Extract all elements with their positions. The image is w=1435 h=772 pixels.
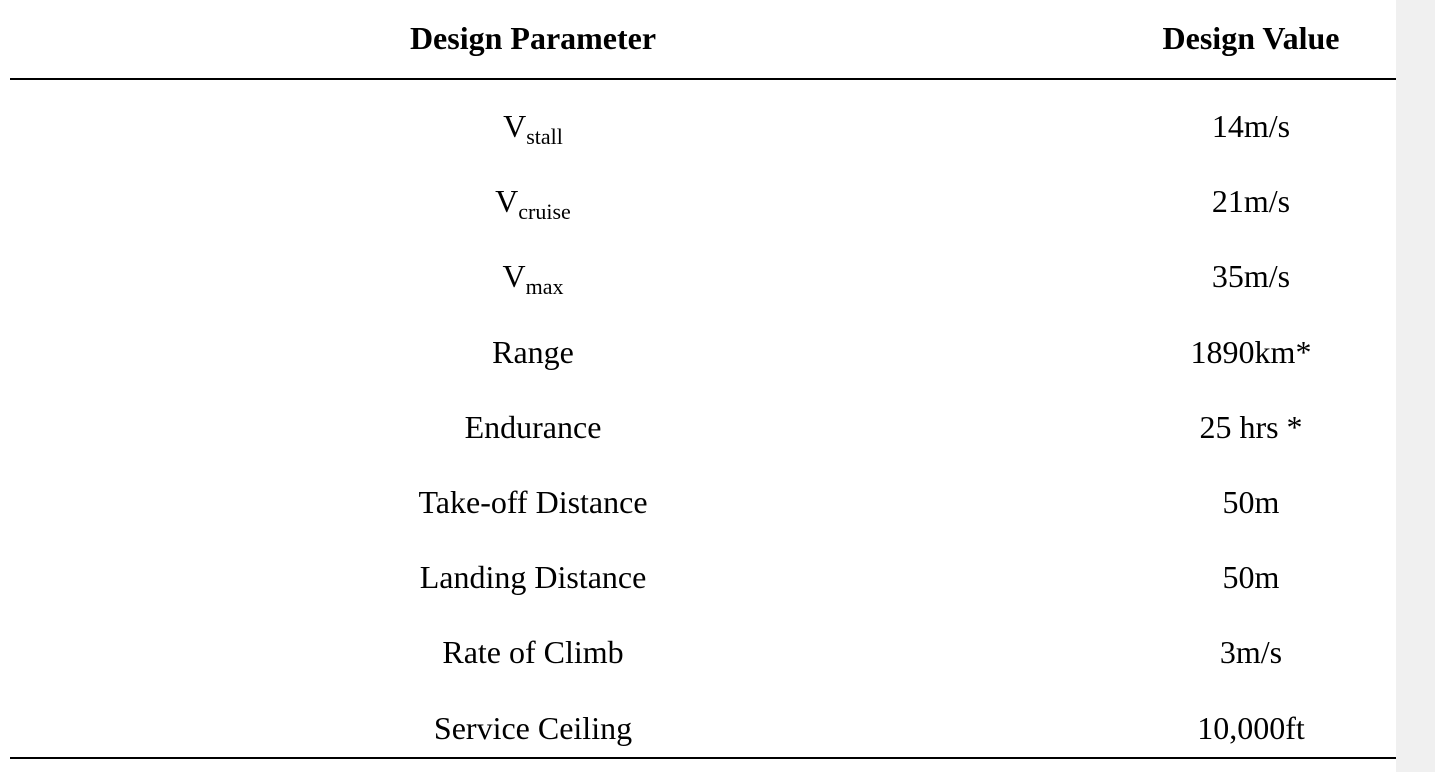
table-body [10,92,1396,769]
parameter-cell: Service Ceiling [433,709,633,746]
parameter-cell: Landing Distance [419,559,647,596]
value-cell: 10,000ft [1197,709,1305,746]
header-design-value: Design Value [1162,20,1340,56]
table-row [10,393,1396,468]
parameter-symbol: V [503,108,527,144]
table-row [10,92,1396,167]
table-row [10,468,1396,543]
value-cell: 1890km* [1190,333,1312,370]
table-row [10,318,1396,393]
design-parameters-table [10,0,1396,772]
parameter-cell [10,181,1056,225]
table-row [10,618,1396,693]
header-design-parameter: Design Parameter [409,20,657,56]
parameter-symbol: V [502,258,526,295]
parameter-symbol: V [495,183,519,220]
table-bottom-rule [10,757,1396,759]
value-cell: 25 hrs * [1199,408,1303,445]
parameter-cell: Take-off Distance [418,483,648,520]
parameter-subscript: stall [526,124,563,149]
table-row [10,543,1396,618]
parameter-cell [10,106,1056,149]
parameter-cell: Range [492,333,574,370]
value-cell: 50m [1222,559,1280,596]
parameter-cell: Endurance [464,408,602,445]
value-cell: 3m/s [1219,634,1283,671]
value-cell: 14m/s [1211,108,1291,144]
parameter-subscript: cruise [518,199,571,225]
value-cell: 21m/s [1211,183,1291,220]
parameter-subscript: max [525,274,564,300]
parameter-cell [10,256,1056,300]
header-rule [10,78,1396,80]
table-header-row [10,0,1396,78]
value-cell: 50m [1222,483,1280,520]
table-row [10,242,1396,317]
parameter-cell: Rate of Climb [442,634,624,671]
vertical-scrollbar[interactable] [1396,0,1435,772]
table-row [10,167,1396,242]
value-cell: 35m/s [1211,258,1291,295]
